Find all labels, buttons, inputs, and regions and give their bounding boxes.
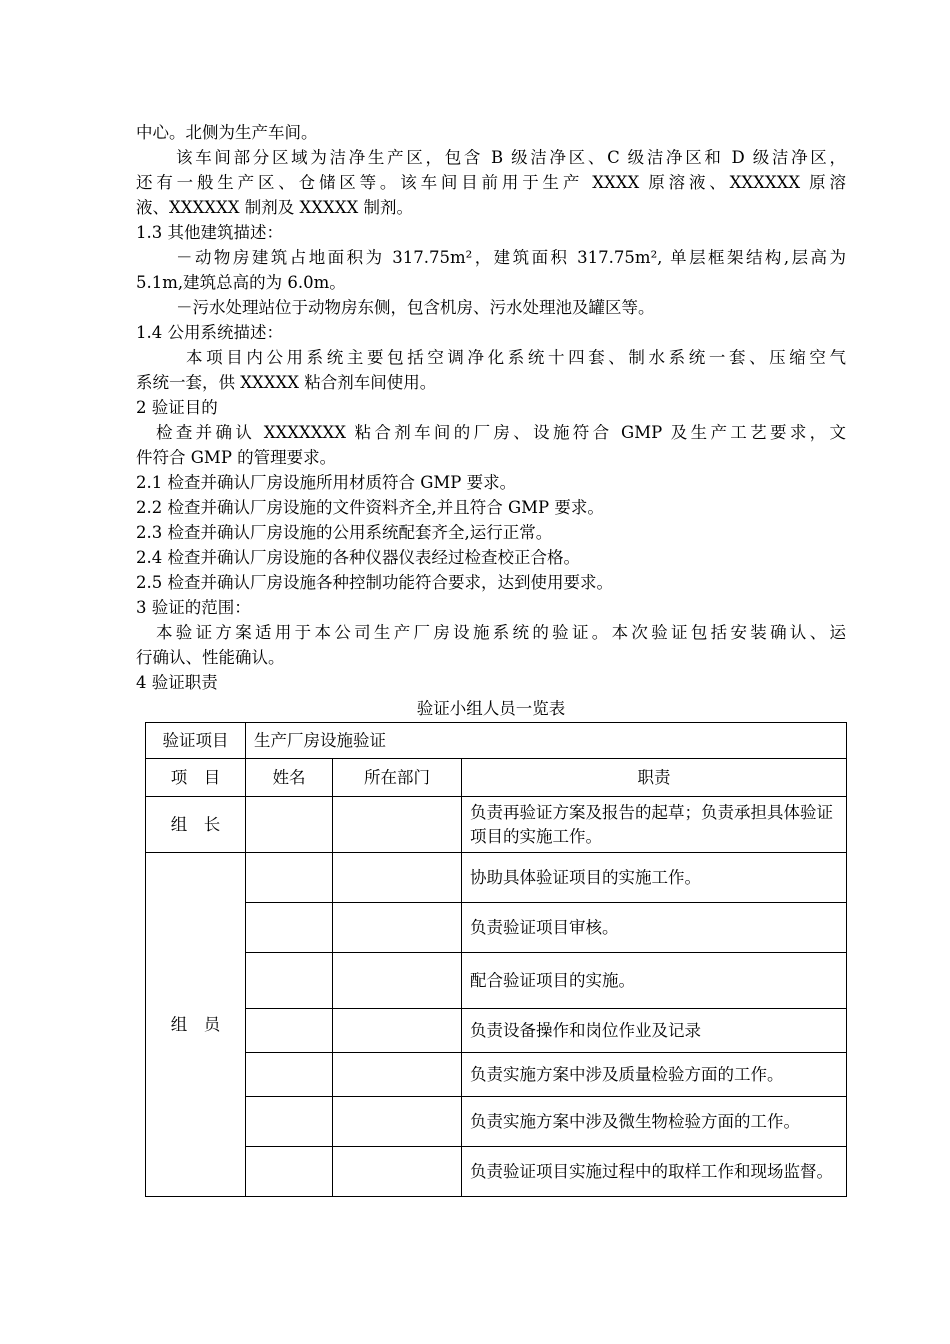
name-cell [246, 1147, 333, 1197]
list-item: 2.1 检查并确认厂房设施所用材质符合 GMP 要求。 [136, 473, 517, 492]
list-item: 2.5 检查并确认厂房设施各种控制功能符合要求，达到使用要求。 [136, 573, 613, 592]
staff-table [145, 722, 847, 1197]
list-item: 2.4 检查并确认厂房设施的各种仪器仪表经过检查校正合格。 [136, 548, 580, 567]
header-cell: 职责 [462, 759, 847, 797]
department-cell [333, 797, 462, 853]
table-row [146, 1147, 847, 1197]
department-cell [333, 1009, 462, 1053]
text-line: 件符合 GMP 的管理要求。 [136, 448, 337, 467]
text-line: 中心。北侧为生产车间。 [136, 123, 318, 142]
table-row [146, 1097, 847, 1147]
table-header-row [146, 759, 847, 797]
text-line: 该车间部分区域为洁净生产区，包含 B 级洁净区、C 级洁净区和 D 级洁净区， [176, 148, 846, 167]
section-heading: 1.4 公用系统描述： [136, 323, 283, 342]
header-cell: 所在部门 [333, 759, 462, 797]
name-cell [246, 903, 333, 953]
name-cell [246, 953, 333, 1009]
table-row [146, 853, 847, 903]
table-row [146, 797, 847, 853]
duty-cell: 负责验证项目实施过程中的取样工作和现场监督。 [462, 1147, 847, 1197]
text-line: 本项目内公用系统主要包括空调净化系统十四套、制水系统一套、压缩空气 [186, 348, 846, 367]
section-heading: 1.3 其他建筑描述： [136, 223, 283, 242]
text-line: －污水处理站位于动物房东侧，包含机房、污水处理池及罐区等。 [176, 298, 655, 317]
section-heading: 3 验证的范围： [136, 598, 251, 617]
duty-cell: 协助具体验证项目的实施工作。 [462, 853, 847, 903]
duty-cell: 负责实施方案中涉及微生物检验方面的工作。 [462, 1097, 847, 1147]
text-line: 本验证方案适用于本公司生产厂房设施系统的验证。本次验证包括安装确认、运 [156, 623, 846, 642]
department-cell [333, 853, 462, 903]
department-cell [333, 1147, 462, 1197]
department-cell [333, 1097, 462, 1147]
name-cell [246, 1053, 333, 1097]
name-cell [246, 797, 333, 853]
header-cell: 姓名 [246, 759, 333, 797]
duty-cell: 负责设备操作和岗位作业及记录 [462, 1009, 847, 1053]
duty-cell: 负责实施方案中涉及质量检验方面的工作。 [462, 1053, 847, 1097]
duty-cell: 负责再验证方案及报告的起草；负责承担具体验证项目的实施工作。 [462, 797, 847, 853]
department-cell [333, 1053, 462, 1097]
text-line: 行确认、性能确认。 [136, 648, 285, 667]
project-label-cell: 验证项目 [146, 723, 246, 759]
duty-cell: 配合验证项目的实施。 [462, 953, 847, 1009]
text-line: 5.1m,建筑总高的为 6.0m。 [136, 273, 346, 292]
table-row [146, 723, 847, 759]
header-cell: 项 目 [146, 759, 246, 797]
text-line: －动物房建筑占地面积为 317.75m²，建筑面积 317.75m², 单层框架结构,层高为 [176, 248, 846, 267]
section-heading: 4 验证职责 [136, 673, 218, 692]
section-heading: 2 验证目的 [136, 398, 218, 417]
table-caption: 验证小组人员一览表 [416, 699, 566, 718]
duty-cell: 负责验证项目审核。 [462, 903, 847, 953]
table-row [146, 953, 847, 1009]
text-line: 还有一般生产区、仓储区等。该车间目前用于生产 XXXX 原溶液、XXXXXX 原溶 [136, 173, 846, 192]
role-cell: 组 长 [146, 797, 246, 853]
role-cell: 组 员 [146, 853, 246, 1197]
name-cell [246, 1097, 333, 1147]
text-line: 液、XXXXXX 制剂及 XXXXX 制剂。 [136, 198, 413, 217]
table-row [146, 903, 847, 953]
name-cell [246, 1009, 333, 1053]
department-cell [333, 953, 462, 1009]
department-cell [333, 903, 462, 953]
list-item: 2.2 检查并确认厂房设施的文件资料齐全,并且符合 GMP 要求。 [136, 498, 604, 517]
text-line: 系统一套，供 XXXXX 粘合剂车间使用。 [136, 373, 437, 392]
name-cell [246, 853, 333, 903]
text-line: 检查并确认 XXXXXXX 粘合剂车间的厂房、设施符合 GMP 及生产工艺要求，文 [156, 423, 846, 442]
project-value-cell: 生产厂房设施验证 [246, 723, 847, 759]
list-item: 2.3 检查并确认厂房设施的公用系统配套齐全,运行正常。 [136, 523, 553, 542]
table-row [146, 1009, 847, 1053]
table-row [146, 1053, 847, 1097]
document-body [136, 120, 846, 721]
